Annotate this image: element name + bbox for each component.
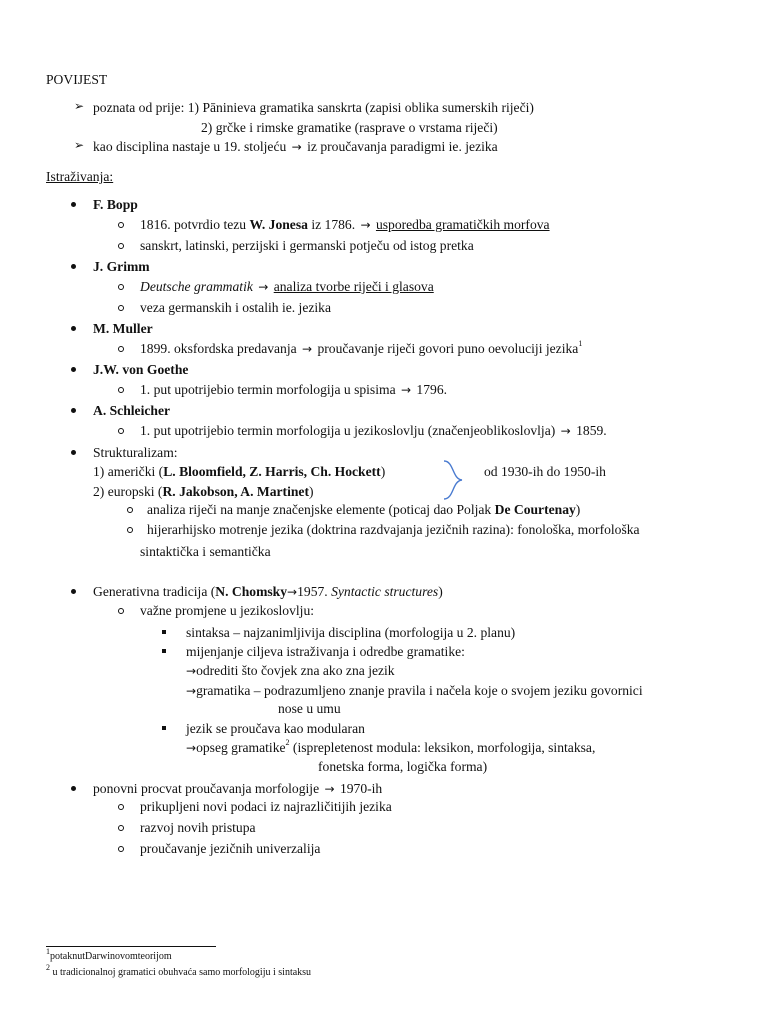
generative-subpoint-2-arrow-1: →odrediti što čovjek zna ako zna jezik: [186, 663, 395, 678]
arrow-icon: →: [360, 218, 371, 232]
generative-subpoint-3: jezik se proučava kao modularan: [186, 721, 365, 736]
bullet-icon: [71, 367, 76, 372]
arrow-icon: →: [291, 140, 302, 154]
square-bullet-icon: [162, 630, 166, 634]
bopp-point-2: sanskrt, latinski, perzijski i germanski potječu od istog pretka: [140, 238, 474, 253]
circle-bullet-icon: [118, 608, 124, 614]
generative-subpoint-1: sintaksa – najzanimljivija disciplina (morfologija u 2. planu): [186, 625, 516, 640]
structuralism-years: od 1930-ih do 1950-ih: [484, 464, 606, 479]
generative-subpoint-2-arrow-2: →gramatika – podrazumljeno znanje pravila i načela koje o svojem jeziku govornici: [186, 683, 643, 698]
bullet-icon: [71, 408, 76, 413]
square-bullet-icon: [162, 649, 166, 653]
section-title: Istraživanja:: [46, 169, 114, 184]
footnote-separator: [46, 946, 216, 947]
list-arrow-icon: ➢: [74, 138, 85, 152]
bullet-icon: [71, 264, 76, 269]
generative-subpoint-3-arrow: →opseg gramatike$^2$ (isprepletenost modula: leksikon, morfologija, sintaksa,: [186, 738, 596, 755]
grimm-point-1: Deutsche grammatik → analiza tvorbe riječi i glasova: [140, 279, 434, 294]
structuralism-point-2-line-1: hijerarhijsko motrenje jezika (doktrina razdvajanja jezičnih razina): fonološka, morfološka: [147, 522, 640, 537]
circle-bullet-icon: [118, 428, 124, 434]
scholar-schleicher: A. Schleicher: [93, 403, 171, 418]
revival-point-2: razvoj novih pristupa: [140, 820, 256, 835]
circle-bullet-icon: [118, 222, 124, 228]
intro-line-3: kao disciplina nastaje u 19. stoljeću → iz proučavanja paradigmi ie. jezika: [93, 139, 498, 154]
grimm-point-2: veza germanskih i ostalih ie. jezika: [140, 300, 331, 315]
revival-point-3: proučavanje jezičnih univerzalija: [140, 841, 321, 856]
generative-subpoint-2: mijenjanje ciljeva istraživanja i odredbe gramatike:: [186, 644, 465, 659]
arrow-icon: →: [186, 684, 197, 698]
structuralism-american: 1) američki (L. Bloomfield, Z. Harris, Ch. Hockett): [93, 464, 386, 479]
structuralism-european: 2) europski (R. Jakobson, A. Martinet): [93, 484, 314, 499]
circle-bullet-icon: [118, 305, 124, 311]
square-bullet-icon: [162, 726, 166, 730]
circle-bullet-icon: [127, 527, 133, 533]
generative-point-1: važne promjene u jezikoslovlju:: [140, 603, 315, 618]
arrow-icon: →: [186, 741, 197, 755]
circle-bullet-icon: [118, 825, 124, 831]
generative-subpoint-3-arrow-cont: fonetska forma, logička forma): [318, 759, 488, 774]
scholar-bopp: F. Bopp: [93, 197, 138, 212]
structuralism-point-1: analiza riječi na manje značenjske elemente (poticaj dao Poljak De Courtenay): [147, 502, 581, 517]
intro-line-1: poznata od prije: 1) Pāninieva gramatika sanskrta (zapisi oblika sumerskih riječi): [93, 100, 534, 115]
arrow-icon: →: [324, 782, 335, 796]
arrow-icon: →: [258, 280, 269, 294]
bullet-icon: [71, 589, 76, 594]
intro-line-2: 2) grčke i rimske gramatike (rasprave o vrstama riječi): [201, 120, 498, 135]
circle-bullet-icon: [118, 846, 124, 852]
circle-bullet-icon: [118, 284, 124, 290]
scholar-goethe: J.W. von Goethe: [93, 362, 189, 377]
generative-title: Generativna tradicija (N. Chomsky→1957. Syntactic structures): [93, 584, 443, 599]
list-arrow-icon: ➢: [74, 99, 85, 113]
bullet-icon: [71, 450, 76, 455]
revival-point-1: prikupljeni novi podaci iz najrazličitijih jezika: [140, 799, 392, 814]
arrow-icon: →: [186, 664, 197, 678]
circle-bullet-icon: [118, 387, 124, 393]
bullet-icon: [71, 786, 76, 791]
structuralism-point-2-line-2: sintaktička i semantička: [140, 544, 271, 559]
footnote-2: $^2$ u tradicionalnoj gramatici obuhvaća samo morfologiju i sintaksu: [46, 962, 312, 978]
circle-bullet-icon: [127, 507, 133, 513]
arrow-icon: →: [560, 424, 571, 438]
brace-icon: [440, 459, 468, 501]
generative-subpoint-2-arrow-2-cont: nose u umu: [278, 701, 341, 716]
footnote-1: $^1$potaknutDarwinovomteorijom: [46, 946, 172, 962]
circle-bullet-icon: [118, 243, 124, 249]
circle-bullet-icon: [118, 346, 124, 352]
arrow-icon: →: [302, 342, 313, 356]
muller-point-1: 1899. oksfordska predavanja → proučavanje riječi govori puno oevoluciji jezika$^1$: [140, 339, 583, 356]
bullet-icon: [71, 326, 76, 331]
structuralism-title: Strukturalizam:: [93, 445, 178, 460]
circle-bullet-icon: [118, 804, 124, 810]
arrow-icon: →: [287, 585, 298, 599]
arrow-icon: →: [400, 383, 412, 397]
schleicher-point-1: 1. put upotrijebio termin morfologija u jezikoslovlju (značenjeoblikoslovlja) → 1859.: [140, 423, 607, 438]
revival-title: ponovni procvat proučavanja morfologije → 1970-ih: [93, 781, 383, 796]
bopp-point-1: 1816. potvrdio tezu W. Jonesa iz 1786. → usporedba gramatičkih morfova: [140, 217, 550, 232]
bullet-icon: [71, 202, 76, 207]
goethe-point-1: 1. put upotrijebio termin morfologija u spisima → 1796.: [140, 382, 448, 397]
scholar-muller: M. Muller: [93, 321, 153, 336]
page-title: POVIJEST: [46, 72, 108, 87]
scholar-grimm: J. Grimm: [93, 259, 150, 274]
